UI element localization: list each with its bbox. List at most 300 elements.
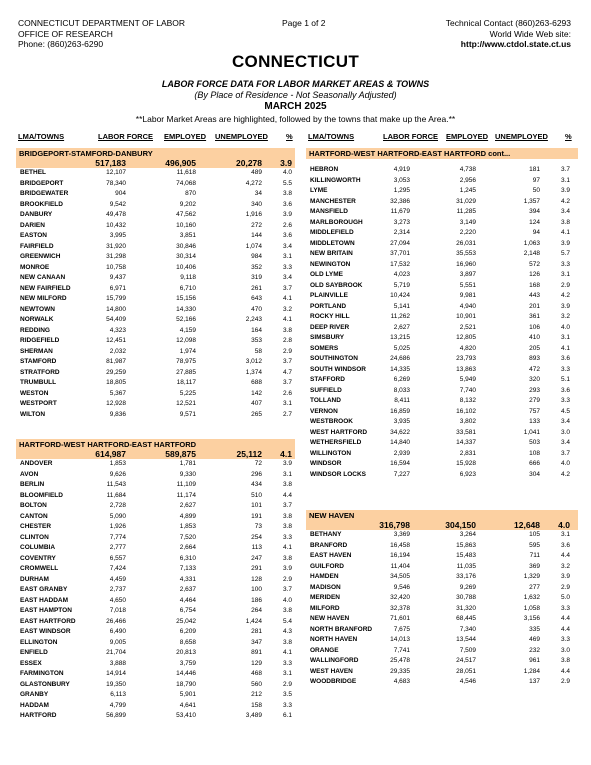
area-name: HARTFORD-WEST HARTFORD-EAST HARTFORD cont... [309,149,511,158]
town-pct: 3.8 [560,657,570,664]
town-name: SOUTHINGTON [310,355,358,362]
town-row [306,270,578,281]
town-name: TRUMBULL [20,379,57,386]
town-name: WILLINGTON [310,449,352,457]
town-unemp: 369 [529,562,540,570]
town-pct: 3.1 [560,334,570,341]
town-pct: 3.8 [282,512,292,520]
town-name: WINDSOR LOCKS [310,470,366,478]
town-row [16,711,295,722]
town-unemp: 304 [529,470,540,478]
town-unemp: 94 [532,229,540,236]
town-lf: 34,505 [390,573,410,580]
town-pct: 3.3 [282,659,292,667]
town-unemp: 106 [529,323,540,331]
town-row [306,635,578,646]
town-name: WEST HAVEN [310,667,353,675]
town-lf: 14,800 [106,305,126,313]
town-name: CLINTON [20,533,49,541]
town-lf: 5,025 [393,344,410,352]
town-lf: 3,053 [393,176,410,184]
town-pct: 3.7 [282,358,292,365]
town-pct: 2.6 [282,389,292,397]
town-emp: 4,820 [459,344,476,352]
town-lf: 11,262 [390,313,410,320]
town-row [306,614,578,625]
town-name: NEW CANAAN [20,274,66,281]
town-row [306,396,578,407]
town-pct: 3.8 [282,638,292,646]
town-emp: 7,133 [179,565,196,572]
town-lf: 4,919 [393,166,410,173]
town-lf: 7,774 [109,533,126,541]
town-unemp: 168 [529,281,540,289]
town-unemp: 394 [529,208,540,215]
town-lf: 3,369 [393,531,410,538]
town-unemp: 58 [254,347,262,355]
town-pct: 4.0 [560,323,570,331]
town-lf: 10,758 [106,263,126,271]
town-row [306,646,578,657]
town-row [16,638,295,649]
town-pct: 3.7 [560,166,570,173]
town-emp: 24,517 [456,657,476,664]
town-pct: 4.0 [282,596,292,604]
area-total-lf: 614,987 [95,449,126,459]
town-emp: 6,310 [179,554,196,562]
town-lf: 12,107 [106,169,126,176]
town-name: WESTPORT [20,400,57,407]
town-row [16,179,295,190]
town-row [16,617,295,628]
town-row [16,399,295,410]
area-total-pct: 4.1 [280,449,292,459]
area-header [306,148,578,159]
town-emp: 68,445 [456,615,476,622]
town-emp: 11,109 [176,481,196,488]
town-pct: 3.7 [282,284,292,292]
town-lf: 4,459 [109,575,126,583]
town-unemp: 352 [251,263,262,271]
town-row [16,491,295,502]
town-pct: 3.8 [282,554,292,562]
town-emp: 16,102 [456,407,476,415]
town-pct: 3.1 [560,176,570,184]
town-pct: 4.4 [560,625,570,633]
town-name: FAIRFIELD [20,242,54,250]
town-row [306,459,578,470]
town-name: BROOKFIELD [20,200,63,208]
town-row [16,648,295,659]
town-pct: 4.1 [282,544,292,551]
area-total-emp: 496,905 [165,158,196,168]
town-row [16,669,295,680]
town-lf: 9,005 [109,638,126,646]
town-lf: 16,859 [390,407,410,415]
town-row [16,200,295,211]
town-unemp: 2,148 [523,250,540,257]
town-unemp: 3,489 [245,712,262,719]
town-pct: 3.9 [560,239,570,247]
town-name: DARIEN [20,221,45,229]
town-pct: 2.9 [560,583,570,591]
town-unemp: 468 [251,670,262,677]
town-lf: 3,273 [393,218,410,226]
town-unemp: 503 [529,439,540,446]
town-row [306,593,578,604]
town-emp: 47,562 [176,211,196,218]
town-lf: 14,840 [390,439,410,446]
town-unemp: 124 [529,218,540,226]
town-lf: 12,928 [106,400,126,407]
town-lf: 32,420 [390,594,410,601]
town-lf: 14,335 [390,365,410,373]
town-lf: 4,323 [109,326,126,334]
town-unemp: 1,063 [523,239,540,247]
town-unemp: 470 [251,305,262,313]
town-name: WALLINGFORD [310,657,359,664]
town-lf: 2,777 [109,544,126,551]
town-pct: 5.4 [282,617,292,625]
town-pct: 3.9 [560,573,570,580]
town-row [306,449,578,460]
contact-block [446,18,571,50]
town-lf: 37,701 [390,250,410,257]
town-emp: 3,149 [459,218,476,226]
town-emp: 10,901 [456,313,476,320]
town-lf: 21,704 [106,649,126,656]
town-unemp: 144 [251,232,262,239]
town-emp: 9,981 [459,292,476,299]
town-pct: 3.6 [282,232,292,239]
town-name: EASTON [20,232,47,239]
town-name: VERNON [310,407,338,415]
page-number: Page 1 of 2 [282,18,326,28]
town-name: WILTON [20,410,46,418]
town-row [16,294,295,305]
website-link[interactable]: http://www.ctdol.state.ct.us [460,39,571,49]
town-row [16,543,295,554]
town-emp: 28,051 [456,667,476,675]
town-lf: 31,298 [106,253,126,260]
town-emp: 16,960 [456,260,476,268]
town-pct: 3.0 [560,428,570,436]
town-emp: 33,581 [456,428,476,436]
town-unemp: 1,284 [523,667,540,675]
town-unemp: 361 [529,313,540,320]
town-name: WESTON [20,389,49,397]
town-pct: 4.1 [560,229,570,236]
town-lf: 8,033 [393,386,410,394]
town-row [16,533,295,544]
town-name: REDDING [20,326,50,334]
town-name: LYME [310,187,328,194]
town-emp: 27,885 [176,368,196,376]
town-row [16,522,295,533]
town-row [306,281,578,292]
town-row [306,323,578,334]
report-basis: (By Place of Residence - Not Seasonally Adjusted) [194,90,397,100]
town-pct: 4.0 [560,460,570,467]
town-emp: 6,754 [179,607,196,614]
town-unemp: 1,058 [523,604,540,612]
town-name: CANTON [20,512,48,520]
town-name: HEBRON [310,166,339,173]
town-name: SOUTH WINDSOR [310,365,366,373]
town-emp: 18,790 [176,680,196,688]
town-name: BETHANY [310,531,342,538]
section-gap [16,420,295,439]
town-emp: 8,132 [459,397,476,404]
town-row [16,459,295,470]
town-pct: 4.4 [560,667,570,675]
page-title: CONNECTICUT [231,52,359,71]
town-pct: 3.4 [560,208,570,215]
area-total-emp: 304,150 [445,520,476,530]
town-unemp: 100 [251,586,262,593]
town-name: NEW HAVEN [310,615,350,622]
town-pct: 3.7 [282,379,292,386]
town-emp: 26,031 [456,239,476,247]
town-emp: 9,571 [179,410,196,418]
town-unemp: 319 [251,274,262,281]
town-pct: 2.7 [282,410,292,418]
town-name: STAFFORD [310,376,345,383]
town-row [306,260,578,271]
town-lf: 78,340 [106,179,126,187]
town-unemp: 407 [251,400,262,407]
town-name: AVON [20,470,39,478]
town-emp: 78,975 [176,358,196,365]
town-row [16,564,295,575]
town-name: EAST HADDAM [20,596,69,604]
town-emp: 9,202 [179,200,196,208]
town-emp: 10,160 [176,221,196,229]
technical-contact: Technical Contact (860)263-6293 [445,18,571,28]
town-unemp: 4,272 [245,179,262,187]
town-lf: 11,543 [106,481,126,488]
town-row [16,389,295,400]
agency-phone: Phone: (860)263-6290 [18,39,104,49]
town-unemp: 186 [251,596,262,604]
town-pct: 3.3 [560,636,570,643]
town-pct: 3.8 [282,326,292,334]
town-lf: 5,090 [109,512,126,520]
town-unemp: 643 [251,295,262,302]
town-emp: 15,156 [176,295,196,302]
col-lma: LMA/TOWNS [308,132,355,141]
town-emp: 12,805 [456,334,476,341]
town-row [16,410,295,421]
town-emp: 35,553 [456,250,476,257]
col-percent: % [286,132,293,141]
town-row [16,480,295,491]
town-name: GRANBY [20,691,49,698]
town-emp: 3,897 [459,271,476,278]
town-pct: 3.7 [282,586,292,593]
town-row [16,284,295,295]
town-emp: 2,831 [459,449,476,457]
town-lf: 14,914 [106,670,126,677]
town-unemp: 1,374 [245,368,262,376]
town-emp: 4,899 [179,512,196,520]
town-name: COLUMBIA [20,544,56,551]
town-row [306,333,578,344]
town-pct: 4.4 [282,491,292,499]
town-unemp: 469 [529,636,540,643]
town-name: DURHAM [20,575,49,583]
town-pct: 4.1 [560,344,570,352]
town-row [306,530,578,541]
town-name: SHERMAN [20,347,53,355]
town-emp: 15,863 [456,541,476,549]
town-unemp: 1,916 [245,211,262,218]
town-lf: 4,799 [109,701,126,709]
town-emp: 5,225 [179,389,196,397]
town-pct: 3.7 [560,449,570,457]
town-name: NORWALK [20,316,54,323]
town-row [16,659,295,670]
town-emp: 1,974 [179,347,196,355]
town-pct: 3.6 [282,200,292,208]
town-row [306,551,578,562]
town-name: GREENWICH [20,253,61,260]
town-emp: 13,544 [456,636,476,643]
col-employed: EMPLOYED [446,132,489,141]
town-emp: 3,759 [179,659,196,667]
town-row [306,228,578,239]
town-name: BERLIN [20,481,45,488]
town-unemp: 2,243 [245,316,262,323]
area-total-unemp: 12,648 [514,520,540,530]
town-emp: 1,781 [179,460,196,467]
town-row [306,249,578,260]
town-emp: 2,220 [459,229,476,236]
town-row [16,347,295,358]
town-unemp: 891 [251,649,262,656]
town-pct: 4.1 [282,295,292,302]
town-unemp: 560 [251,680,262,688]
town-emp: 870 [185,190,196,197]
town-lf: 6,490 [109,628,126,635]
town-name: COVENTRY [20,554,56,562]
area-total-unemp: 20,278 [236,158,262,168]
town-row [306,562,578,573]
town-pct: 5.5 [282,179,292,187]
town-lf: 9,626 [109,470,126,478]
town-emp: 4,641 [179,701,196,709]
town-row [16,575,295,586]
town-lf: 81,987 [106,358,126,365]
town-lf: 5,719 [393,281,410,289]
town-unemp: 34 [254,190,262,197]
agency-name: CONNECTICUT DEPARTMENT OF LABOR [18,18,186,28]
area-name: NEW HAVEN [309,511,355,520]
town-lf: 34,622 [390,428,410,436]
town-emp: 12,098 [176,337,196,344]
town-row [306,656,578,667]
town-name: GUILFORD [310,562,344,570]
town-emp: 33,176 [456,573,476,580]
town-pct: 3.9 [282,211,292,218]
town-name: WEST HARTFORD [310,428,368,436]
town-pct: 3.1 [282,400,292,407]
town-row [306,365,578,376]
town-emp: 30,846 [176,242,196,250]
town-lf: 32,386 [390,197,410,205]
town-lf: 2,627 [393,323,410,331]
town-name: BETHEL [20,169,46,176]
town-name: BOLTON [20,502,47,509]
town-unemp: 264 [251,607,262,614]
town-unemp: 105 [529,531,540,538]
town-name: DANBURY [20,211,53,218]
town-name: CROMWELL [20,565,59,572]
town-emp: 31,320 [456,604,476,612]
town-row [306,583,578,594]
town-unemp: 128 [251,575,262,583]
town-name: MIDDLETOWN [310,239,355,247]
town-name: MERIDEN [310,594,340,601]
report-subtitle: LABOR FORCE DATA FOR LABOR MARKET AREAS & TOWNS [161,79,430,89]
town-unemp: 201 [529,302,540,310]
website-label: World Wide Web site: [489,28,571,39]
town-lf: 24,686 [390,355,410,362]
town-unemp: 232 [529,646,540,654]
left-table [16,148,295,722]
town-unemp: 50 [532,187,540,194]
area-total-pct: 3.9 [280,158,292,168]
town-row [306,572,578,583]
town-emp: 6,209 [179,628,196,635]
area-name: HARTFORD-WEST HARTFORD-EAST HARTFORD [19,440,197,449]
right-table [306,148,578,688]
town-pct: 2.9 [282,680,292,688]
town-unemp: 1,632 [523,594,540,601]
town-lf: 904 [115,190,126,197]
town-lf: 2,728 [109,502,126,509]
town-pct: 4.3 [282,628,292,635]
town-unemp: 101 [251,502,262,509]
town-emp: 2,521 [459,323,476,331]
town-name: NEW MILFORD [20,295,67,302]
town-name: EAST HAVEN [310,552,352,559]
town-row [16,273,295,284]
town-name: ESSEX [20,659,42,667]
town-name: PORTLAND [310,302,347,310]
town-lf: 1,295 [393,187,410,194]
town-emp: 7,509 [459,646,476,654]
town-row [306,438,578,449]
area-total-lf: 316,798 [379,520,410,530]
town-pct: 5.1 [560,376,570,383]
town-pct: 4.1 [282,649,292,656]
town-name: WESTBROOK [310,418,353,425]
town-pct: 4.5 [560,407,570,415]
town-emp: 9,269 [459,583,476,591]
town-emp: 6,923 [459,470,476,478]
town-name: HARTFORD [20,712,57,719]
town-emp: 8,658 [179,638,196,646]
town-unemp: 291 [251,565,262,572]
town-emp: 53,410 [176,712,196,719]
town-lf: 71,601 [390,615,410,622]
town-name: NEW FAIRFIELD [20,284,71,292]
town-row [16,252,295,263]
town-lf: 1,853 [109,460,126,467]
town-emp: 1,853 [179,523,196,530]
section-gap [306,480,578,510]
